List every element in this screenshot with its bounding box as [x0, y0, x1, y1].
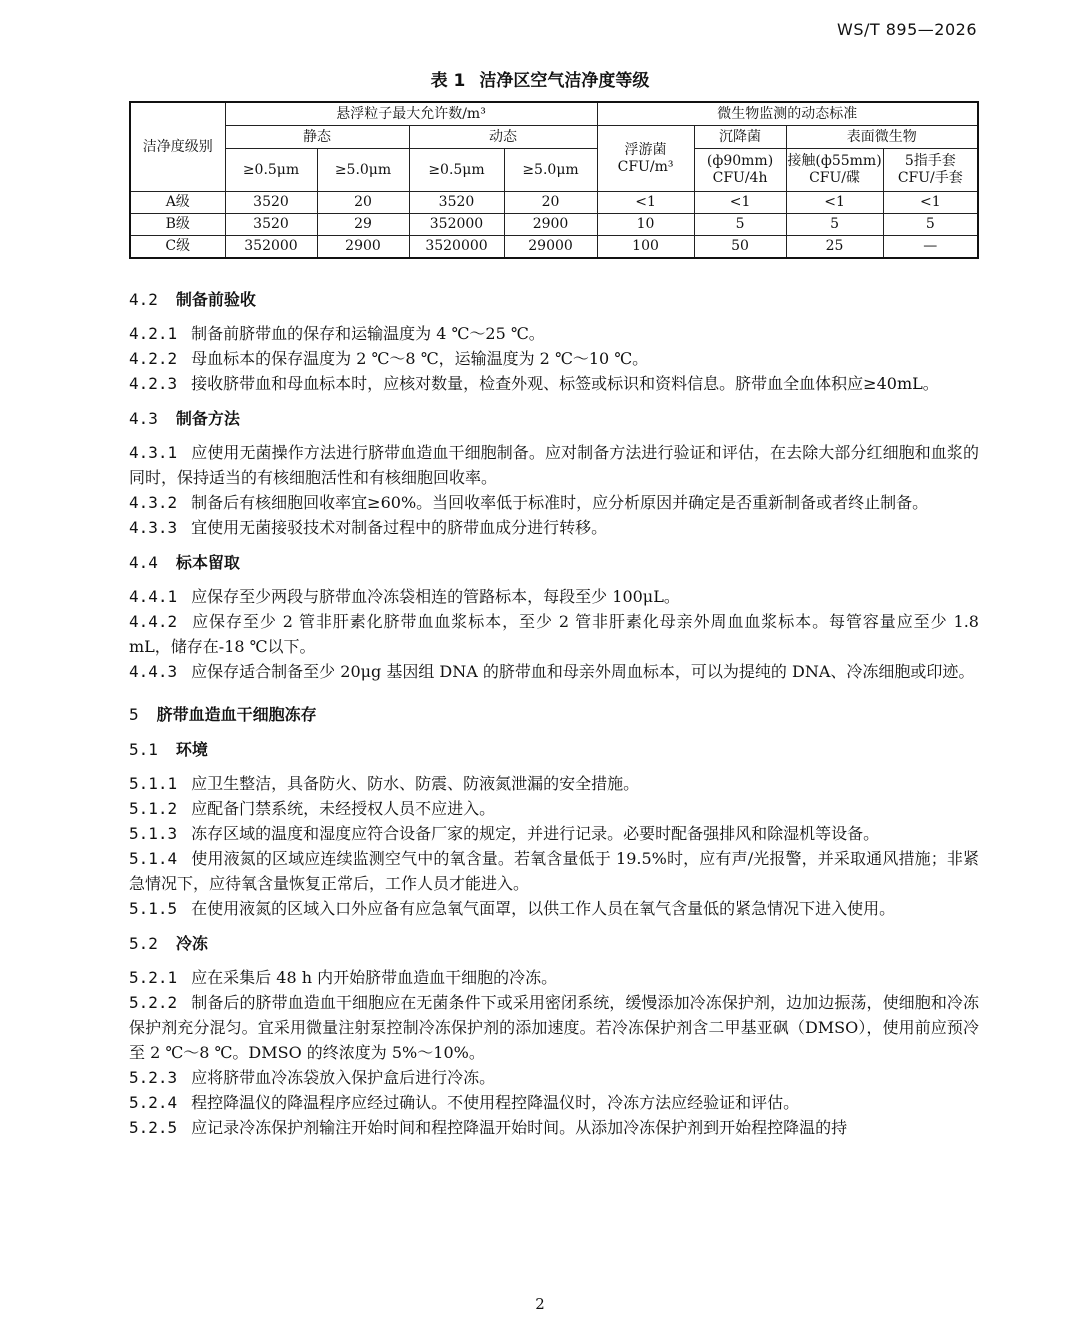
header-settling-bacteria: 沉降菌: [694, 126, 786, 149]
table-cell: 5: [694, 214, 786, 236]
clause-text: 应保存适合制备至少 20μg 基因组 DNA 的脐带血和母亲外周血标本，可以为提纯的 DNA、冷冻细胞或印迹。: [191, 662, 975, 681]
settling-dish-size: (ф90mm): [706, 153, 774, 169]
clause-text: 应保存至少两段与脐带血冷冻袋相连的管路标本，每段至少 100μL。: [191, 587, 680, 606]
clause-number: 5.1.2: [129, 799, 178, 818]
floating-bacteria-title: 浮游菌: [624, 141, 667, 158]
clause-text: 应使用无菌操作方法进行脐带血造血干细胞制备。应对制备方法进行验证和评估，在去除大部分红细胞和血浆的同时，保持适当的有核细胞活性和有核细胞回收率。: [129, 443, 979, 487]
table-row: [130, 236, 978, 259]
clause-text: 应配备门禁系统，未经授权人员不应进入。: [191, 799, 496, 818]
clause: [129, 490, 979, 515]
clause-number: 5.2: [129, 934, 158, 953]
header-static-50: ≥5.0μm: [317, 149, 409, 192]
header-glove: [883, 149, 978, 192]
clause-text: 在使用液氮的区域入口外应备有应急氧气面罩，以供工作人员在氧气含量低的紧急情况下进入使用。: [191, 899, 896, 918]
table-cell: —: [883, 236, 978, 259]
clause-text: 制备前脐带血的保存和运输温度为 4 ℃～25 ℃。: [191, 324, 545, 343]
standard-code: WS/T 895—2026: [837, 20, 977, 39]
clause: [129, 515, 979, 540]
clause-number: 4.2.1: [129, 324, 178, 343]
header-contact-plate: [786, 149, 883, 192]
clause-number: 5: [129, 705, 139, 724]
table-row: [130, 192, 978, 214]
clause: [129, 771, 979, 796]
clause-text: 标本留取: [175, 553, 240, 572]
header-dynamic: 动态: [409, 126, 597, 149]
table-cell: 20: [317, 192, 409, 214]
clause-number: 4.2: [129, 290, 158, 309]
clause-text: 应卫生整洁，具备防火、防水、防震、防液氮泄漏的安全措施。: [191, 774, 640, 793]
clause-text: 应将脐带血冷冻袋放入保护盒后进行冷冻。: [191, 1068, 496, 1087]
clause: [129, 609, 979, 659]
clause-text: 程控降温仪的降温程序应经过确认。不使用程控降温仪时，冷冻方法应经验证和评估。: [191, 1093, 800, 1112]
section-heading: [129, 550, 979, 575]
clause-number: 4.2.3: [129, 374, 178, 393]
clause: [129, 1115, 979, 1140]
table-caption: [0, 66, 1080, 91]
table-caption-number: 表 1: [430, 71, 466, 91]
table-caption-title: 洁净区空气洁净度等级: [479, 71, 650, 91]
table-cell: 3520: [225, 214, 317, 236]
clause: [129, 896, 979, 921]
clause-number: 5.1.1: [129, 774, 178, 793]
clause-number: 5.2.2: [129, 993, 178, 1012]
row-grade-cell: A级: [130, 192, 225, 214]
clause-text: 应记录冷冻保护剂输注开始时间和程控降温开始时间。从添加冷冻保护剂到开始程控降温的持: [191, 1118, 848, 1137]
row-grade-cell: C级: [130, 236, 225, 259]
header-dynamic-05: ≥0.5μm: [409, 149, 504, 192]
clause-number: 4.3.2: [129, 493, 178, 512]
table-cell: 29: [317, 214, 409, 236]
clause-number: 4.3.1: [129, 443, 178, 462]
clause-number: 4.4.2: [129, 612, 178, 631]
table-cell: 5: [883, 214, 978, 236]
clause-text: 冻存区域的温度和湿度应符合设备厂家的规定，并进行记录。必要时配备强排风和除湿机等设备。: [191, 824, 880, 843]
table-cell: 3520: [409, 192, 504, 214]
header-floating-bacteria: [597, 126, 694, 192]
clause: [129, 321, 979, 346]
clause-number: 5.1.5: [129, 899, 178, 918]
clause-text: 脐带血造血干细胞冻存: [156, 705, 317, 724]
header-particles-group: 悬浮粒子最大允许数/m³: [225, 102, 597, 126]
clause-text: 制备后的脐带血造血干细胞应在无菌条件下或采用密闭系统，缓慢添加冷冻保护剂，边加边振荡，使细胞和冷冻保护剂充分混匀。宜采用微量注射泵控制冷冻保护剂的添加速度。若冷冻保护剂含二甲基亚砜（DMSO），使用前应预冷至 2 ℃～8 ℃。DMSO 的终浓度为 5%～10%。: [129, 993, 979, 1062]
table-row: [130, 214, 978, 236]
clause-number: 5.1.3: [129, 824, 178, 843]
clause-text: 宜使用无菌接驳技术对制备过程中的脐带血成分进行转移。: [191, 518, 608, 537]
clause: [129, 659, 979, 684]
section-heading: [129, 931, 979, 956]
glove-title: 5指手套: [904, 153, 956, 169]
table-cell: 352000: [225, 236, 317, 259]
clause: [129, 965, 979, 990]
table-cell: 50: [694, 236, 786, 259]
clause-number: 4.4.3: [129, 662, 178, 681]
table-cell: <1: [786, 192, 883, 214]
table-cell: 352000: [409, 214, 504, 236]
clause-number: 5.2.5: [129, 1118, 178, 1137]
clause-number: 5.2.4: [129, 1093, 178, 1112]
clause: [129, 796, 979, 821]
clause-number: 4.4.1: [129, 587, 178, 606]
clause-text: 应在采集后 48 h 内开始脐带血造血干细胞的冷冻。: [191, 968, 558, 987]
clause: [129, 846, 979, 896]
floating-bacteria-unit: CFU/m³: [617, 158, 674, 175]
table-cell: 10: [597, 214, 694, 236]
glove-unit: CFU/手套: [897, 170, 963, 186]
table-cell: 2900: [317, 236, 409, 259]
chapter-heading: [129, 702, 979, 727]
table-cell: 100: [597, 236, 694, 259]
table-cell: 5: [786, 214, 883, 236]
header-static-05: ≥0.5μm: [225, 149, 317, 192]
clause-text: 制备前验收: [175, 290, 256, 309]
clause: [129, 1065, 979, 1090]
clause-text: 母血标本的保存温度为 2 ℃～8 ℃，运输温度为 2 ℃～10 ℃。: [191, 349, 649, 368]
header-surface-microbes: 表面微生物: [786, 126, 978, 149]
clause-number: 5.1.4: [129, 849, 178, 868]
clause: [129, 1090, 979, 1115]
header-microbe-group: 微生物监测的动态标准: [597, 102, 978, 126]
clause-number: 4.3: [129, 409, 158, 428]
settling-unit: CFU/4h: [712, 170, 768, 186]
clause-number: 4.4: [129, 553, 158, 572]
section-heading: [129, 287, 979, 312]
clause-text: 冷冻: [175, 934, 208, 953]
table-cell: 3520: [225, 192, 317, 214]
clause: [129, 346, 979, 371]
contact-plate-size: 接触(ф55mm): [787, 153, 882, 169]
clause: [129, 821, 979, 846]
clause-text: 制备后有核细胞回收率宜≥60%。当回收率低于标准时，应分析原因并确定是否重新制备或者终止制备。: [191, 493, 929, 512]
clause-text: 环境: [175, 740, 208, 759]
table-cell: <1: [883, 192, 978, 214]
document-body: [129, 287, 979, 1140]
section-heading: [129, 406, 979, 431]
clause-text: 接收脐带血和母血标本时，应核对数量，检查外观、标签或标识和资料信息。脐带血全血体积应≥40mL。: [191, 374, 939, 393]
clause-number: 5.2.1: [129, 968, 178, 987]
table-cell: 25: [786, 236, 883, 259]
table-body: [130, 192, 978, 259]
header-static: 静态: [225, 126, 409, 149]
clause-text: 应保存至少 2 管非肝素化脐带血血浆标本，至少 2 管非肝素化母亲外周血血浆标本。每管容量应至少 1.8 mL，储存在-18 ℃以下。: [129, 612, 979, 656]
clause: [129, 990, 979, 1065]
table-cell: 3520000: [409, 236, 504, 259]
clause-text: 使用液氮的区域应连续监测空气中的氧含量。若氧含量低于 19.5%时，应有声/光报警，并采取通风措施；非紧急情况下，应待氧含量恢复正常后，工作人员才能进入。: [129, 849, 979, 893]
clause: [129, 584, 979, 609]
table-cell: 20: [504, 192, 597, 214]
table-cell: <1: [694, 192, 786, 214]
cleanliness-grade-table: [129, 101, 979, 259]
clause: [129, 440, 979, 490]
clause-number: 4.3.3: [129, 518, 178, 537]
header-grade: 洁净度级别: [130, 102, 225, 192]
table-cell: <1: [597, 192, 694, 214]
row-grade-cell: B级: [130, 214, 225, 236]
clause-text: 制备方法: [175, 409, 240, 428]
clause-number: 4.2.2: [129, 349, 178, 368]
header-dynamic-50: ≥5.0μm: [504, 149, 597, 192]
contact-plate-unit: CFU/碟: [809, 170, 861, 186]
table-cell: 29000: [504, 236, 597, 259]
clause: [129, 371, 979, 396]
table-cell: 2900: [504, 214, 597, 236]
clause-number: 5.1: [129, 740, 158, 759]
section-heading: [129, 737, 979, 762]
header-settling-unit: [694, 149, 786, 192]
page-number: 2: [535, 1295, 545, 1313]
clause-number: 5.2.3: [129, 1068, 178, 1087]
